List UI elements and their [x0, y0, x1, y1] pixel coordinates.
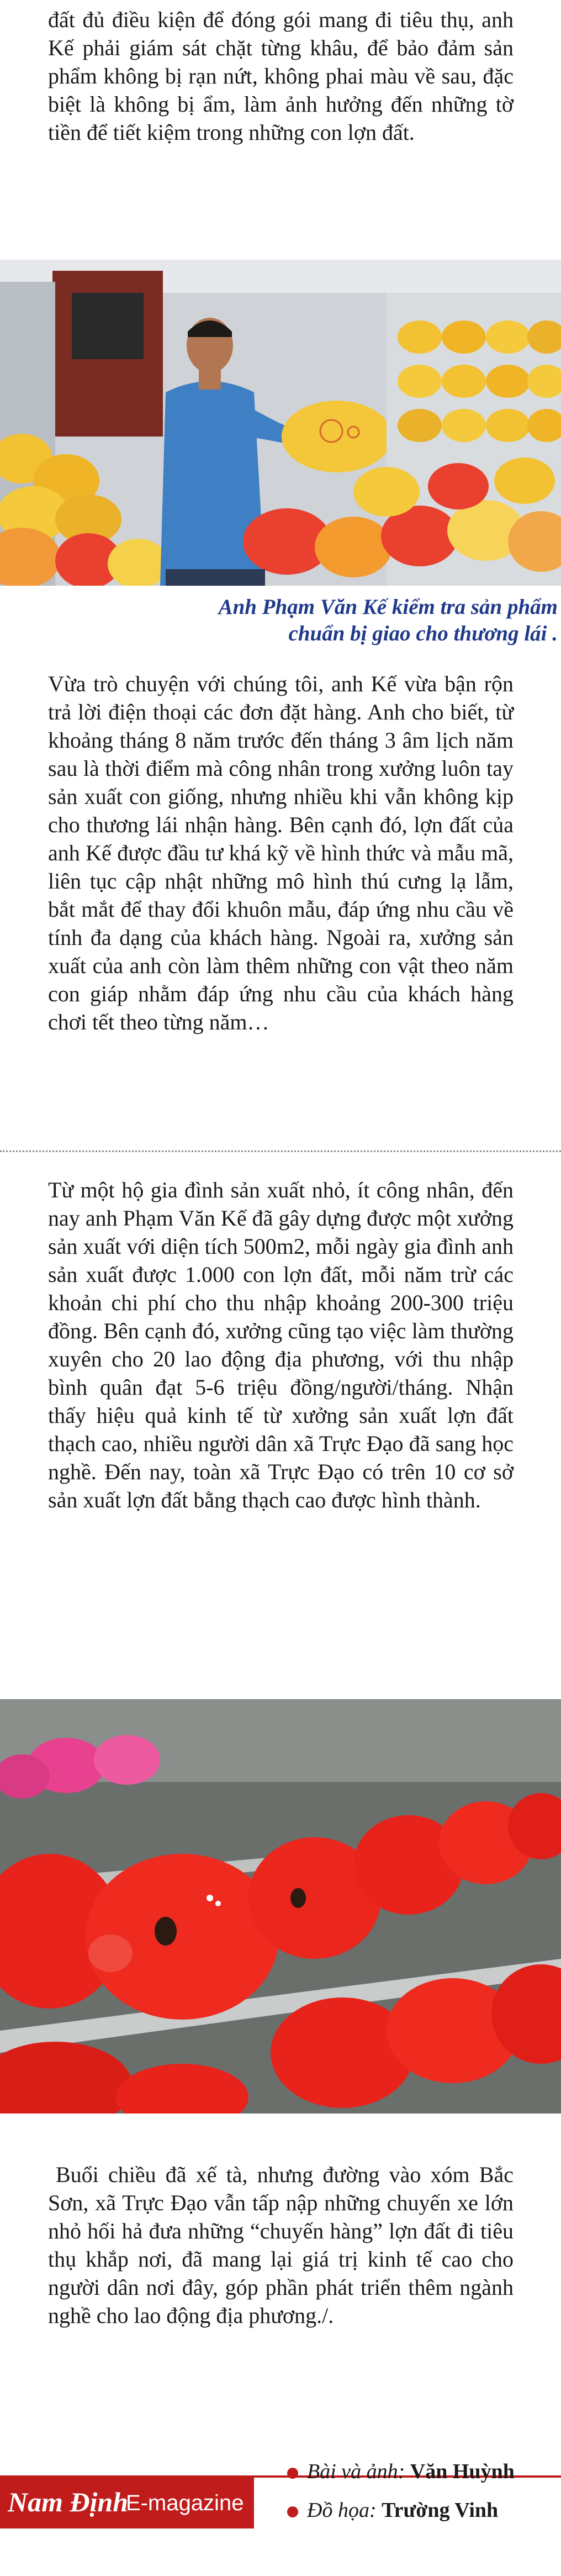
brand-logo [0, 2478, 254, 2528]
credit-graphics-label: Đồ họa: [307, 2499, 382, 2522]
photo-red-piggy-banks-art [0, 1699, 561, 2114]
photo-caption-line-2: chuẩn bị giao cho thương lái . [288, 622, 558, 645]
brand-logo-subtitle: E-magazine [126, 2491, 244, 2515]
photo-caption-line-1: Anh Phạm Văn Kế kiểm tra sản phẩm [218, 595, 558, 619]
credit-author [287, 2459, 515, 2484]
photo-worker-inspecting-art [0, 260, 561, 586]
bullet-icon [287, 2506, 298, 2517]
paragraph-3: Từ một hộ gia đình sản xuất nhỏ, ít công nhân, đến nay anh Phạm Văn Kế đã gây dựng được một xưởng sản xuất với diện tích 500m2, mỗi ngày gia đình anh sản xuất được 1.000 con lợn đất, mỗi năm trừ các khoản chi phí cho thu nhập khoảng 200-300 triệu đồng. Bên cạnh đó, xưởng cũng tạo việc làm thường xuyên cho 20 lao động địa phương, với thu nhập bình quân đạt 5-6 triệu đồng/người/tháng. Nhận thấy hiệu quả kinh tế từ xưởng sản xuất lợn đất thạch cao, nhiều người dân xã Trực Đạo đã sang học nghề. Đến nay, toàn xã Trực Đạo có trên 10 cơ sở sản xuất lợn đất bằng thạch cao được hình thành. [48, 1177, 514, 1512]
credit-graphics [287, 2498, 498, 2523]
paragraph-2: Vừa trò chuyện với chúng tôi, anh Kế vừa bận rộn trả lời điện thoại các đơn đặt hàng. Anh cho biết, từ khoảng tháng 8 năm trước đến tháng 3 âm lịch năm sau là thời điểm mà công nhân trong xưởng luôn tay sản xuất con giống, nhưng nhiều khi vẫn không kịp cho thương lái nhận hàng. Bên cạnh đó, lợn đất của anh Kế được đầu tư khá kỹ về hình thức và mẫu mã, liên tục cập nhật những mô hình thú cưng lạ lẫm, bắt mắt để thay đổi khuôn mẫu, đáp ứng nhu cầu về tính đa dạng của khách hàng. Ngoài ra, xưởng sản xuất của anh còn làm thêm những con vật theo năm con giáp nhằm đáp ứng nhu cầu của khách hàng chơi tết theo từng năm… [48, 671, 514, 1034]
bullet-icon [287, 2468, 298, 2479]
photo-worker-inspecting [0, 260, 561, 586]
credit-graphics-name: Trường Vinh [382, 2499, 499, 2522]
paragraph-4: Buổi chiều đã xế tà, nhưng đường vào xóm Bắc Sơn, xã Trực Đạo vẫn tấp nập những chuyến xe lớn nhỏ hối hả đưa những “chuyến hàng” lợn đất đi tiêu thụ khắp nơi, đã mang lại giá trị kinh tế cao cho người dân nơi đây, góp phần phát triển thêm ngành nghề cho lao động địa phương./. [48, 2162, 514, 2328]
dotted-divider [0, 1150, 561, 1153]
credit-author-label: Bài và ảnh: [307, 2460, 410, 2483]
photo-red-piggy-banks [0, 1699, 561, 2114]
paragraph-1: đất đủ điều kiện để đóng gói mang đi tiêu thụ, anh Kế phải giám sát chặt từng khâu, để bảo đảm sản phẩm không bị rạn nứt, không phai màu về sau, đặc biệt là không bị ẩm, làm ảnh hưởng đến những tờ tiền để tiết kiệm trong những con lợn đất. [48, 7, 514, 145]
brand-logo-name: Nam Định [8, 2486, 129, 2517]
credit-author-name: Văn Huỳnh [410, 2460, 515, 2483]
